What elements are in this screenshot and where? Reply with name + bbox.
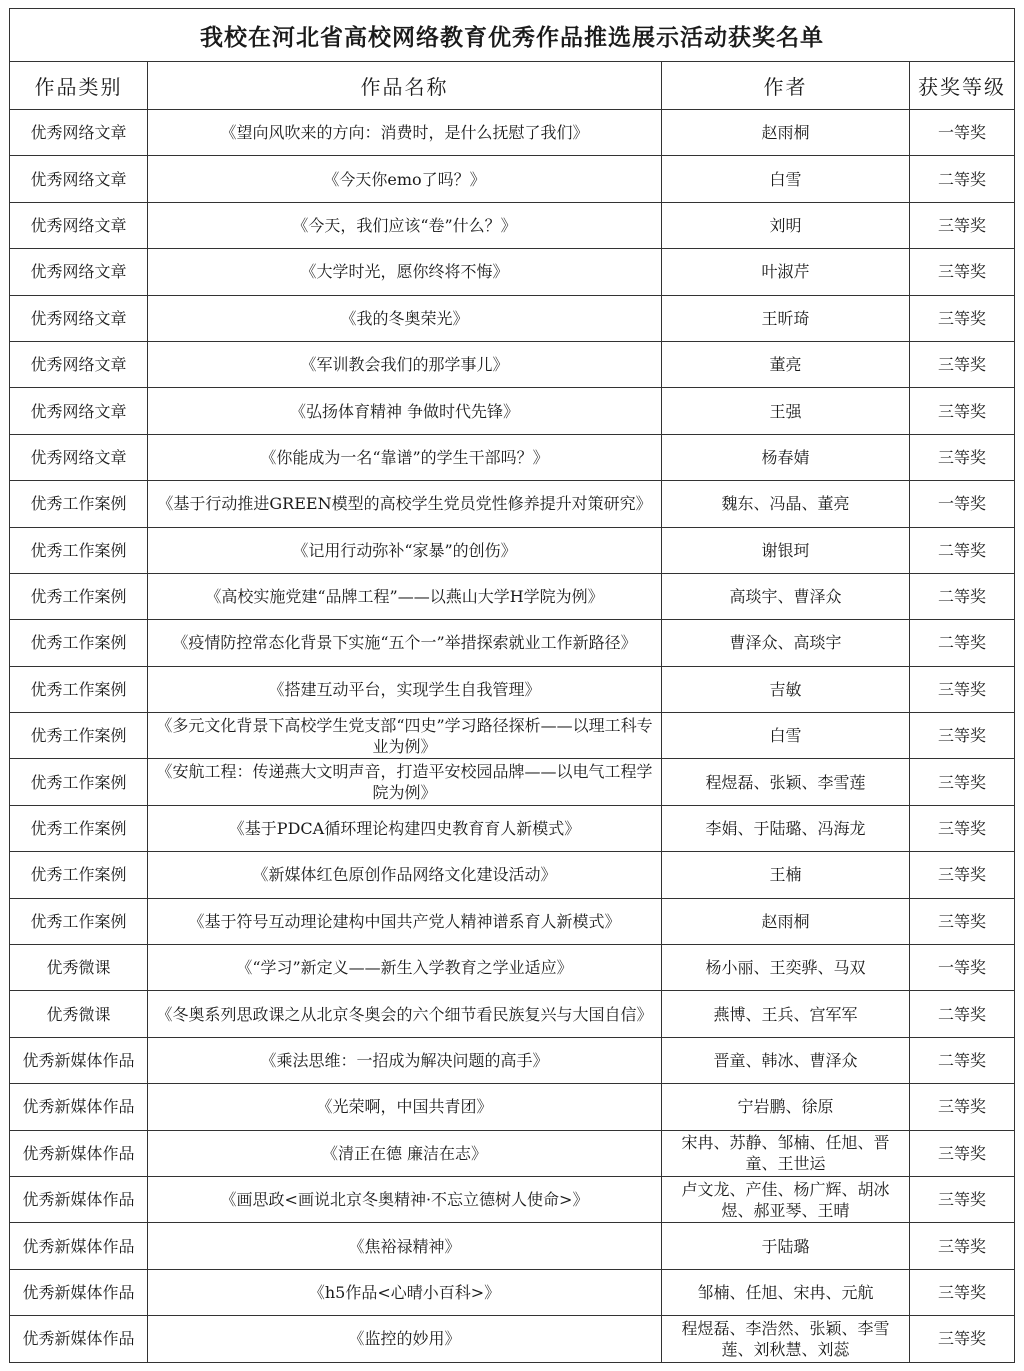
- cell-work-name: 《清正在德 廉洁在志》: [148, 1130, 662, 1176]
- table-row: [10, 713, 1015, 759]
- cell-author: 董亮: [662, 341, 910, 387]
- table-row: [10, 573, 1015, 619]
- table-row: [10, 110, 1015, 156]
- cell-work-name: 《乘法思维：一招成为解决问题的高手》: [148, 1037, 662, 1083]
- cell-work-name: 《h5作品<心晴小百科>》: [148, 1269, 662, 1315]
- table-row: [10, 295, 1015, 341]
- header-row: [10, 62, 1015, 110]
- cell-award-level: 二等奖: [910, 991, 1015, 1037]
- cell-award-level: 一等奖: [910, 945, 1015, 991]
- table-row: [10, 898, 1015, 944]
- cell-award-level: 三等奖: [910, 388, 1015, 434]
- table-row: [10, 759, 1015, 805]
- cell-author: 白雪: [662, 713, 910, 759]
- table-row: [10, 945, 1015, 991]
- table-row: [10, 481, 1015, 527]
- table-row: [10, 341, 1015, 387]
- cell-author: 燕博、王兵、宫军军: [662, 991, 910, 1037]
- cell-category: 优秀新媒体作品: [10, 1084, 148, 1130]
- cell-category: 优秀微课: [10, 991, 148, 1037]
- cell-author: 宁岩鹏、徐原: [662, 1084, 910, 1130]
- cell-work-name: 《“学习”新定义——新生入学教育之学业适应》: [148, 945, 662, 991]
- cell-award-level: 三等奖: [910, 202, 1015, 248]
- cell-work-name: 《基于PDCA循环理论构建四史教育育人新模式》: [148, 805, 662, 851]
- cell-work-name: 《记用行动弥补“家暴”的创伤》: [148, 527, 662, 573]
- cell-award-level: 三等奖: [910, 852, 1015, 898]
- cell-category: 优秀网络文章: [10, 249, 148, 295]
- cell-author: 杨春婧: [662, 434, 910, 480]
- cell-category: 优秀网络文章: [10, 110, 148, 156]
- table-row: [10, 1084, 1015, 1130]
- table-row: [10, 666, 1015, 712]
- cell-author: 于陆璐: [662, 1223, 910, 1269]
- cell-work-name: 《新媒体红色原创作品网络文化建设活动》: [148, 852, 662, 898]
- header-category: 作品类别: [10, 62, 148, 110]
- cell-award-level: 三等奖: [910, 759, 1015, 805]
- table-row: [10, 991, 1015, 1037]
- table-row: [10, 202, 1015, 248]
- cell-work-name: 《疫情防控常态化背景下实施“五个一”举措探索就业工作新路径》: [148, 620, 662, 666]
- cell-category: 优秀工作案例: [10, 573, 148, 619]
- cell-award-level: 三等奖: [910, 1176, 1015, 1222]
- table-row: [10, 1316, 1015, 1362]
- table-title: 我校在河北省高校网络教育优秀作品推选展示活动获奖名单: [10, 9, 1015, 62]
- cell-work-name: 《安航工程：传递燕大文明声音，打造平安校园品牌——以电气工程学院为例》: [148, 759, 662, 805]
- cell-author: 刘明: [662, 202, 910, 248]
- cell-author: 王楠: [662, 852, 910, 898]
- cell-author: 魏东、冯晶、董亮: [662, 481, 910, 527]
- cell-category: 优秀网络文章: [10, 156, 148, 202]
- cell-work-name: 《基于符号互动理论建构中国共产党人精神谱系育人新模式》: [148, 898, 662, 944]
- cell-author: 晋童、韩冰、曹泽众: [662, 1037, 910, 1083]
- cell-work-name: 《望向风吹来的方向：消费时，是什么抚慰了我们》: [148, 110, 662, 156]
- cell-work-name: 《大学时光，愿你终将不悔》: [148, 249, 662, 295]
- cell-author: 杨小丽、王奕骅、马双: [662, 945, 910, 991]
- cell-author: 程煜磊、张颖、李雪莲: [662, 759, 910, 805]
- cell-category: 优秀网络文章: [10, 434, 148, 480]
- table-row: [10, 1223, 1015, 1269]
- table-row: [10, 1269, 1015, 1315]
- cell-award-level: 三等奖: [910, 341, 1015, 387]
- table-row: [10, 1037, 1015, 1083]
- cell-category: 优秀新媒体作品: [10, 1223, 148, 1269]
- cell-author: 赵雨桐: [662, 898, 910, 944]
- cell-award-level: 二等奖: [910, 156, 1015, 202]
- cell-award-level: 三等奖: [910, 295, 1015, 341]
- cell-award-level: 三等奖: [910, 713, 1015, 759]
- table-row: [10, 249, 1015, 295]
- cell-work-name: 《冬奥系列思政课之从北京冬奥会的六个细节看民族复兴与大国自信》: [148, 991, 662, 1037]
- cell-award-level: 二等奖: [910, 620, 1015, 666]
- cell-award-level: 二等奖: [910, 527, 1015, 573]
- cell-work-name: 《画思政<画说北京冬奥精神·不忘立德树人使命>》: [148, 1176, 662, 1222]
- cell-author: 赵雨桐: [662, 110, 910, 156]
- cell-category: 优秀工作案例: [10, 852, 148, 898]
- cell-work-name: 《军训教会我们的那学事儿》: [148, 341, 662, 387]
- cell-work-name: 《今天你emo了吗？》: [148, 156, 662, 202]
- table-row: [10, 620, 1015, 666]
- cell-award-level: 三等奖: [910, 666, 1015, 712]
- cell-category: 优秀工作案例: [10, 713, 148, 759]
- cell-category: 优秀网络文章: [10, 295, 148, 341]
- header-author: 作者: [662, 62, 910, 110]
- cell-author: 李娟、于陆璐、冯海龙: [662, 805, 910, 851]
- cell-category: 优秀工作案例: [10, 527, 148, 573]
- cell-author: 王昕琦: [662, 295, 910, 341]
- cell-author: 卢文龙、产佳、杨广辉、胡冰煜、郝亚琴、王晴: [662, 1176, 910, 1222]
- cell-work-name: 《高校实施党建“品牌工程”——以燕山大学H学院为例》: [148, 573, 662, 619]
- header-award-level: 获奖等级: [910, 62, 1015, 110]
- cell-award-level: 三等奖: [910, 434, 1015, 480]
- table-row: [10, 527, 1015, 573]
- header-work-name: 作品名称: [148, 62, 662, 110]
- cell-category: 优秀网络文章: [10, 202, 148, 248]
- table-row: [10, 434, 1015, 480]
- cell-award-level: 三等奖: [910, 1130, 1015, 1176]
- cell-category: 优秀微课: [10, 945, 148, 991]
- cell-work-name: 《基于行动推进GREEN模型的高校学生党员党性修养提升对策研究》: [148, 481, 662, 527]
- cell-category: 优秀新媒体作品: [10, 1130, 148, 1176]
- cell-work-name: 《光荣啊，中国共青团》: [148, 1084, 662, 1130]
- cell-category: 优秀工作案例: [10, 620, 148, 666]
- cell-award-level: 三等奖: [910, 1269, 1015, 1315]
- cell-category: 优秀工作案例: [10, 481, 148, 527]
- table-row: [10, 388, 1015, 434]
- cell-author: 曹泽众、高琰宇: [662, 620, 910, 666]
- cell-work-name: 《今天，我们应该“卷”什么？》: [148, 202, 662, 248]
- cell-category: 优秀工作案例: [10, 666, 148, 712]
- cell-category: 优秀工作案例: [10, 898, 148, 944]
- cell-category: 优秀新媒体作品: [10, 1269, 148, 1315]
- cell-work-name: 《监控的妙用》: [148, 1316, 662, 1362]
- cell-author: 程煜磊、李浩然、张颖、李雪莲、刘秋慧、刘蕊: [662, 1316, 910, 1362]
- table-row: [10, 852, 1015, 898]
- table-row: [10, 805, 1015, 851]
- table-row: [10, 1130, 1015, 1176]
- cell-author: 谢银珂: [662, 527, 910, 573]
- cell-author: 宋冉、苏静、邹楠、任旭、晋童、王世运: [662, 1130, 910, 1176]
- cell-author: 吉敏: [662, 666, 910, 712]
- cell-category: 优秀网络文章: [10, 341, 148, 387]
- cell-award-level: 三等奖: [910, 249, 1015, 295]
- cell-work-name: 《搭建互动平台，实现学生自我管理》: [148, 666, 662, 712]
- cell-award-level: 三等奖: [910, 1223, 1015, 1269]
- cell-category: 优秀新媒体作品: [10, 1316, 148, 1362]
- cell-award-level: 三等奖: [910, 898, 1015, 944]
- cell-award-level: 三等奖: [910, 1084, 1015, 1130]
- cell-award-level: 一等奖: [910, 481, 1015, 527]
- cell-award-level: 一等奖: [910, 110, 1015, 156]
- cell-work-name: 《弘扬体育精神 争做时代先锋》: [148, 388, 662, 434]
- cell-category: 优秀网络文章: [10, 388, 148, 434]
- cell-category: 优秀新媒体作品: [10, 1176, 148, 1222]
- cell-author: 白雪: [662, 156, 910, 202]
- title-row: [10, 9, 1015, 62]
- cell-author: 叶淑芹: [662, 249, 910, 295]
- cell-award-level: 二等奖: [910, 1037, 1015, 1083]
- awards-table: [9, 8, 1015, 1363]
- cell-work-name: 《我的冬奥荣光》: [148, 295, 662, 341]
- cell-category: 优秀新媒体作品: [10, 1037, 148, 1083]
- cell-author: 王强: [662, 388, 910, 434]
- cell-award-level: 三等奖: [910, 1316, 1015, 1362]
- cell-category: 优秀工作案例: [10, 759, 148, 805]
- cell-author: 邹楠、任旭、宋冉、元航: [662, 1269, 910, 1315]
- cell-award-level: 三等奖: [910, 805, 1015, 851]
- cell-work-name: 《你能成为一名“靠谱”的学生干部吗？》: [148, 434, 662, 480]
- cell-category: 优秀工作案例: [10, 805, 148, 851]
- cell-award-level: 二等奖: [910, 573, 1015, 619]
- cell-author: 高琰宇、曹泽众: [662, 573, 910, 619]
- table-row: [10, 1176, 1015, 1222]
- cell-work-name: 《焦裕禄精神》: [148, 1223, 662, 1269]
- table-row: [10, 156, 1015, 202]
- cell-work-name: 《多元文化背景下高校学生党支部“四史”学习路径探析——以理工科专业为例》: [148, 713, 662, 759]
